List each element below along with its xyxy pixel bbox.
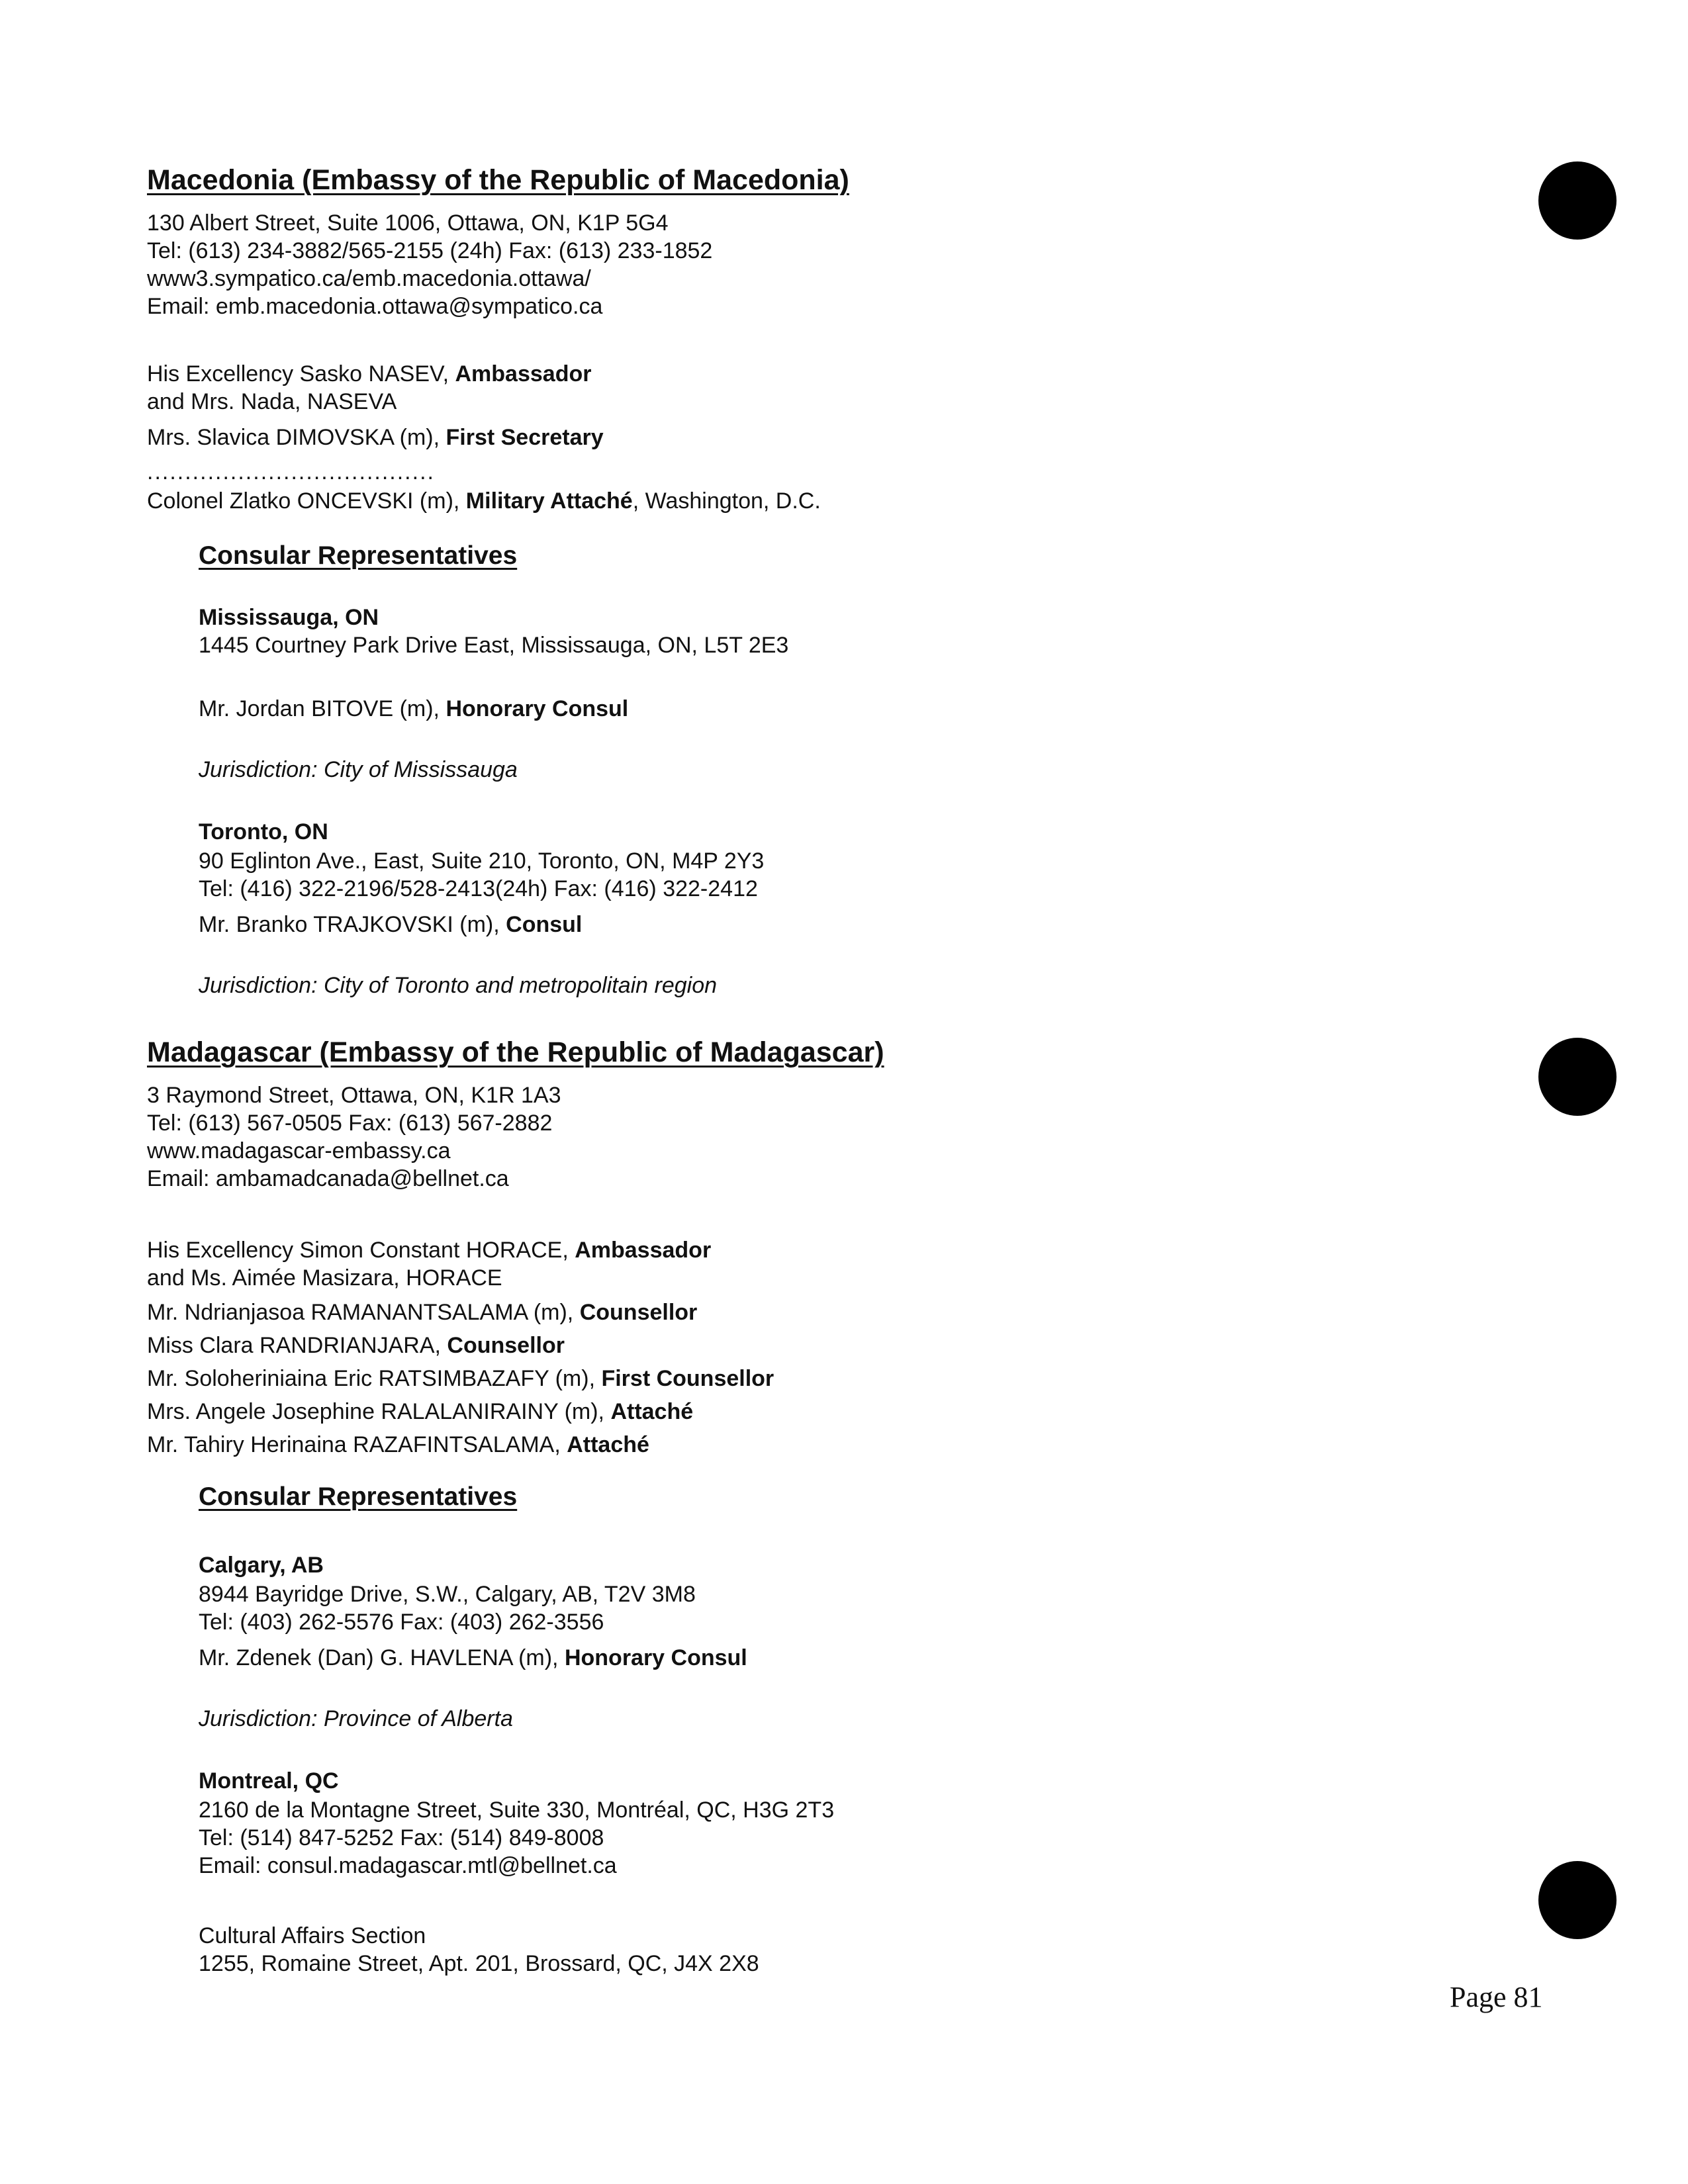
staff-title: Counsellor xyxy=(447,1333,565,1358)
cultural-affairs-address: 1255, Romaine Street, Apt. 201, Brossard, QC, J4X 2X8 xyxy=(199,1951,759,1976)
consulate-city: Calgary, AB xyxy=(199,1553,324,1578)
consulate-city: Montreal, QC xyxy=(199,1768,339,1794)
madagascar-staff-first-counsellor xyxy=(147,1365,774,1392)
staff-name: Mrs. Angele Josephine RALALANIRAINY (m), xyxy=(147,1399,611,1424)
staff-name: Mr. Branko TRAJKOVSKI (m), xyxy=(199,912,506,937)
madagascar-phone: Tel: (613) 567-0505 Fax: (613) 567-2882 xyxy=(147,1111,553,1136)
madagascar-website[interactable]: www.madagascar-embassy.ca xyxy=(147,1138,451,1163)
staff-title: Ambassador xyxy=(575,1238,712,1263)
staff-title: Counsellor xyxy=(579,1300,698,1325)
madagascar-staff-counsellor xyxy=(147,1298,697,1326)
staff-name: His Excellency Sasko NASEV, xyxy=(147,361,455,387)
staff-title: Military Attaché xyxy=(465,488,633,514)
madagascar-staff-ambassador xyxy=(147,1236,711,1264)
consulate-phone: Tel: (514) 847-5252 Fax: (514) 849-8008 xyxy=(199,1825,604,1850)
macedonia-phone: Tel: (613) 234-3882/565-2155 (24h) Fax: (613) 233-1852 xyxy=(147,238,713,263)
staff-name: Colonel Zlatko ONCEVSKI (m), xyxy=(147,488,466,514)
staff-title: Attaché xyxy=(610,1399,694,1424)
staff-name: Mr. Soloheriniaina Eric RATSIMBAZAFY (m), xyxy=(147,1366,602,1391)
jurisdiction-label: Jurisdiction: xyxy=(199,1706,318,1731)
consulate-jurisdiction xyxy=(199,756,518,784)
consulate-email[interactable]: Email: consul.madagascar.mtl@bellnet.ca xyxy=(199,1853,617,1878)
macedonia-website[interactable]: www3.sympatico.ca/emb.macedonia.ottawa/ xyxy=(147,266,591,291)
consulate-address: 1445 Courtney Park Drive East, Mississauga, ON, L5T 2E3 xyxy=(199,633,789,658)
staff-name: Mr. Jordan BITOVE (m), xyxy=(199,696,446,721)
staff-title: Attaché xyxy=(567,1432,649,1457)
macedonia-staff-first-secretary xyxy=(147,424,604,451)
consulate-jurisdiction xyxy=(199,972,717,999)
madagascar-staff-spouse: and Ms. Aimée Masizara, HORACE xyxy=(147,1265,502,1291)
consulate-city: Mississauga, ON xyxy=(199,605,379,630)
madagascar-staff-counsellor xyxy=(147,1332,565,1359)
page-number: Page 81 xyxy=(1450,1981,1543,2013)
madagascar-consular-heading: Consular Representatives xyxy=(199,1482,518,1511)
consulate-city: Toronto, ON xyxy=(199,819,328,844)
jurisdiction-label: Jurisdiction: xyxy=(199,757,318,782)
macedonia-staff-spouse: and Mrs. Nada, NASEVA xyxy=(147,389,397,414)
madagascar-staff-attache xyxy=(147,1431,649,1459)
consulate-person xyxy=(199,695,628,723)
staff-name: Miss Clara RANDRIANJARA, xyxy=(147,1333,447,1358)
macedonia-embassy-title: Macedonia (Embassy of the Republic of Macedonia) xyxy=(147,164,849,196)
cultural-affairs-section: Cultural Affairs Section xyxy=(199,1923,426,1948)
macedonia-staff-ambassador xyxy=(147,360,591,388)
staff-name: Mr. Tahiry Herinaina RAZAFINTSALAMA, xyxy=(147,1432,567,1457)
macedonia-address: 130 Albert Street, Suite 1006, Ottawa, ON, K1P 5G4 xyxy=(147,210,669,236)
staff-title: Honorary Consul xyxy=(564,1645,747,1670)
consulate-address: 2160 de la Montagne Street, Suite 330, Montréal, QC, H3G 2T3 xyxy=(199,1797,835,1823)
staff-title: Honorary Consul xyxy=(445,696,629,721)
consulate-phone: Tel: (403) 262-5576 Fax: (403) 262-3556 xyxy=(199,1610,604,1635)
staff-name: Mrs. Slavica DIMOVSKA (m), xyxy=(147,425,446,450)
punch-hole-top xyxy=(1538,161,1617,240)
consulate-person xyxy=(199,1644,747,1672)
consulate-jurisdiction xyxy=(199,1705,513,1733)
madagascar-embassy-title: Madagascar (Embassy of the Republic of Madagascar) xyxy=(147,1036,884,1068)
macedonia-consular-heading: Consular Representatives xyxy=(199,541,518,570)
staff-title: Ambassador xyxy=(455,361,592,387)
jurisdiction-value: City of Mississauga xyxy=(317,757,518,782)
macedonia-staff-military-attache xyxy=(147,487,821,515)
consulate-phone: Tel: (416) 322-2196/528-2413(24h) Fax: (416) 322-2412 xyxy=(199,876,758,901)
jurisdiction-value: Province of Alberta xyxy=(317,1706,513,1731)
staff-name: His Excellency Simon Constant HORACE, xyxy=(147,1238,575,1263)
macedonia-dotted-separator: ...................................... xyxy=(147,459,435,484)
madagascar-address: 3 Raymond Street, Ottawa, ON, K1R 1A3 xyxy=(147,1083,561,1108)
punch-hole-bottom xyxy=(1538,1861,1617,1939)
staff-name: Mr. Zdenek (Dan) G. HAVLENA (m), xyxy=(199,1645,565,1670)
madagascar-staff-attache xyxy=(147,1398,693,1426)
punch-hole-middle xyxy=(1538,1038,1617,1116)
staff-title: First Secretary xyxy=(445,425,604,450)
staff-title: First Counsellor xyxy=(601,1366,774,1391)
jurisdiction-value: City of Toronto and metropolitain region xyxy=(317,973,718,998)
jurisdiction-label: Jurisdiction: xyxy=(199,973,318,998)
macedonia-email[interactable]: Email: emb.macedonia.ottawa@sympatico.ca xyxy=(147,294,603,319)
staff-title: Consul xyxy=(506,912,583,937)
madagascar-email[interactable]: Email: ambamadcanada@bellnet.ca xyxy=(147,1166,509,1191)
consulate-address: 8944 Bayridge Drive, S.W., Calgary, AB, T2V 3M8 xyxy=(199,1582,696,1607)
consulate-person xyxy=(199,911,582,938)
consulate-address: 90 Eglinton Ave., East, Suite 210, Toronto, ON, M4P 2Y3 xyxy=(199,848,765,874)
staff-location: , Washington, D.C. xyxy=(632,488,821,514)
staff-name: Mr. Ndrianjasoa RAMANANTSALAMA (m), xyxy=(147,1300,580,1325)
